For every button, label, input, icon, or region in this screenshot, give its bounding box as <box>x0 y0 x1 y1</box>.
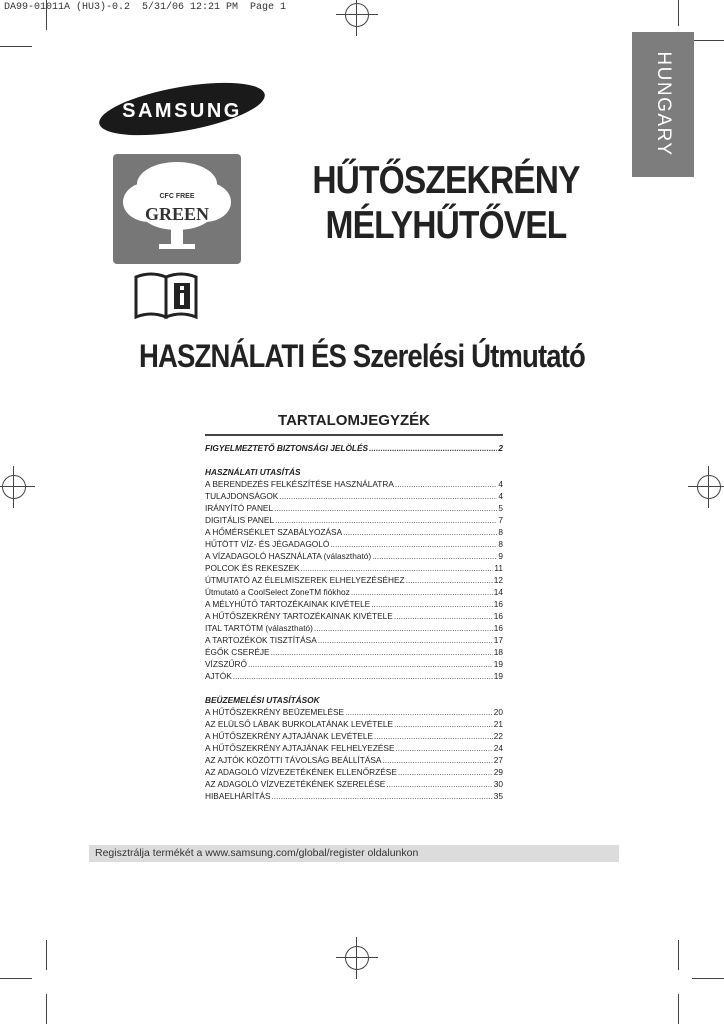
toc-entry-page: 5 <box>498 503 503 513</box>
country-tab-label: HUNGARY <box>653 51 674 157</box>
info-book-icon <box>134 269 200 321</box>
brand-wordmark: SAMSUNG <box>122 100 242 122</box>
toc-leader <box>301 562 494 574</box>
toc-leader <box>382 754 492 766</box>
toc-entry-page: 21 <box>493 719 503 729</box>
toc-leader <box>371 598 493 610</box>
toc-entry <box>205 790 503 802</box>
toc-entry <box>205 754 503 766</box>
crop-mark <box>678 940 679 970</box>
toc-entry-label: A HŰTŐSZEKRÉNY AJTAJÁNAK LEVÉTELE <box>205 731 373 741</box>
manual-subtitle: HASZNÁLATI ÉS Szerelési Útmutató <box>139 338 585 374</box>
toc-leader <box>396 742 493 754</box>
toc-entry-label: AZ AJTÓK KÖZÖTTI TÁVOLSÁG BEÁLLÍTÁSA <box>205 755 382 765</box>
toc-entry-label: A HŰTŐSZEKRÉNY BEÜZEMELÉSE <box>205 707 345 717</box>
toc-entry <box>205 598 503 610</box>
toc-entry-page: 27 <box>493 755 503 765</box>
toc-entry-label: AJTÓK <box>205 671 232 681</box>
toc-entry-label: AZ ADAGOLÓ VÍZVEZETÉKÉNEK ELLENŐRZÉSE <box>205 767 397 777</box>
product-title <box>290 158 602 248</box>
toc-leader <box>274 502 497 514</box>
toc-section-installation <box>205 706 503 802</box>
toc-entry-label: HŰTÖTT VÍZ- ÉS JÉGADAGOLÓ <box>205 539 330 549</box>
toc-entry <box>205 766 503 778</box>
toc-entry <box>205 586 503 598</box>
toc-entry-label: A HŰTŐSZEKRÉNY AJTAJÁNAK FELHELYEZÉSE <box>205 743 395 753</box>
toc-entry-page: 20 <box>493 707 503 717</box>
toc-leader <box>386 778 492 790</box>
toc-entry-label: VÍZSZŰRŐ <box>205 659 247 669</box>
toc-entry <box>205 706 503 718</box>
toc-entry <box>205 622 503 634</box>
toc-divider <box>205 434 503 436</box>
toc-entry-label: ITAL TARTÓTM (választható) <box>205 623 313 633</box>
toc-entry-label: ÚTMUTATÓ AZ ÉLELMISZEREK ELHELYEZÉSÉHEZ <box>205 575 405 585</box>
toc-entry-label: FIGYELMEZTETŐ BIZTONSÁGI JELÖLÉS <box>205 443 369 453</box>
toc-entry <box>205 742 503 754</box>
toc-entry-label: HIBAELHÁRÍTÁS <box>205 791 271 801</box>
toc-leader <box>314 622 493 634</box>
toc-entry <box>205 550 503 562</box>
toc-entry <box>205 514 503 526</box>
toc-leader <box>394 718 493 730</box>
toc-leader <box>406 574 493 586</box>
toc-entry-page: 4 <box>498 491 503 501</box>
toc-leader <box>233 670 493 682</box>
toc-leader <box>369 442 497 454</box>
toc-entry <box>205 562 503 574</box>
toc-entry-label: Útmutató a CoolSelect ZoneTM fiókhoz <box>205 587 350 597</box>
toc-entry-page: 35 <box>493 791 503 801</box>
toc-leader <box>271 646 493 658</box>
toc-entry <box>205 526 503 538</box>
toc-entry <box>205 538 503 550</box>
toc-entry-page: 9 <box>498 551 503 561</box>
crop-mark <box>678 0 679 26</box>
toc-entry <box>205 718 503 730</box>
toc-entry <box>205 478 503 490</box>
toc-entry <box>205 574 503 586</box>
crop-mark <box>46 940 47 970</box>
toc-entry-label: AZ ADAGOLÓ VÍZVEZETÉKÉNEK SZERELÉSE <box>205 779 386 789</box>
toc-entry <box>205 442 503 454</box>
toc-entry-page: 18 <box>493 647 503 657</box>
badge-cfc-free: CFC FREE <box>159 193 195 200</box>
toc-entry-label: TULAJDONSÁGOK <box>205 491 279 501</box>
toc-leader <box>271 790 492 802</box>
registration-banner <box>89 845 619 862</box>
crop-mark <box>0 978 32 979</box>
toc-leader <box>330 538 497 550</box>
crop-mark <box>46 994 47 1024</box>
toc-entry-label: A TARTOZÉKOK TISZTÍTÁSA <box>205 635 317 645</box>
toc-leader <box>275 514 497 526</box>
toc-section-heading: HASZNÁLATI UTASÍTÁS <box>205 467 301 477</box>
toc-leader <box>394 610 493 622</box>
toc-entry-label: A HŰTŐSZEKRÉNY TARTOZÉKAINAK KIVÉTELE <box>205 611 393 621</box>
toc-leader <box>351 586 493 598</box>
toc-entry-label: IRÁNYÍTÓ PANEL <box>205 503 274 513</box>
toc-entry-label: A HŐMÉRSÉKLET SZABÁLYOZÁSA <box>205 527 343 537</box>
print-slug: DA99-01011A (HU3)-0.2 5/31/06 12:21 PM Page 1 <box>4 2 287 13</box>
table-of-contents <box>205 437 503 802</box>
toc-entry-label: A MÉLYHŰTŐ TARTOZÉKAINAK KIVÉTELE <box>205 599 371 609</box>
toc-entry-page: 29 <box>493 767 503 777</box>
toc-leader <box>372 550 497 562</box>
toc-entry <box>205 658 503 670</box>
toc-entry <box>205 730 503 742</box>
toc-entry <box>205 778 503 790</box>
samsung-logo <box>97 80 267 138</box>
crop-mark <box>678 994 679 1024</box>
country-tab <box>632 32 694 177</box>
toc-entry-label: A BERENDEZÉS FELKÉSZÍTÉSE HASZNÁLATRA <box>205 479 394 489</box>
toc-entry-page: 7 <box>498 515 503 525</box>
toc-entry-page: 8 <box>498 539 503 549</box>
registration-mark-icon <box>2 475 26 499</box>
toc-entry-page: 30 <box>493 779 503 789</box>
toc-entry-page: 16 <box>493 599 503 609</box>
toc-entry-page: 16 <box>493 623 503 633</box>
toc-leader <box>279 490 497 502</box>
toc-leader <box>343 526 497 538</box>
toc-entry-page: 14 <box>493 587 503 597</box>
toc-entry-page: 17 <box>493 635 503 645</box>
registration-mark-icon <box>697 475 721 499</box>
toc-entry-page: 12 <box>493 575 503 585</box>
toc-entry-label: POLCOK ÉS REKESZEK <box>205 563 300 573</box>
toc-entry-label: ÉGŐK CSERÉJE <box>205 647 270 657</box>
toc-entry <box>205 670 503 682</box>
toc-leader <box>345 706 493 718</box>
registration-text: Regisztrálja termékét a www.samsung.com/global/register oldalunkon <box>95 847 419 859</box>
toc-leader <box>395 478 497 490</box>
toc-leader <box>248 658 493 670</box>
crop-mark <box>692 978 724 979</box>
toc-entry <box>205 502 503 514</box>
toc-leader <box>398 766 493 778</box>
toc-entry-label: A VÍZADAGOLÓ HASZNÁLATA (választható) <box>205 551 372 561</box>
toc-entry <box>205 490 503 502</box>
toc-heading: TARTALOMJEGYZÉK <box>278 412 430 429</box>
registration-mark-icon <box>345 946 369 970</box>
toc-entry-label: AZ ELÜLSŐ LÁBAK BURKOLATÁNAK LEVÉTELE <box>205 719 393 729</box>
badge-green: GREEN <box>144 204 210 224</box>
toc-section-heading: BEÜZEMELÉSI UTASÍTÁSOK <box>205 695 320 705</box>
toc-section-usage <box>205 478 503 682</box>
toc-leader <box>374 730 493 742</box>
toc-entry-page: 2 <box>498 443 503 453</box>
toc-entry-page: 22 <box>493 731 503 741</box>
title-line-2: MÉLYHŰTŐVEL <box>325 204 567 247</box>
registration-mark-icon <box>345 3 369 27</box>
toc-leader <box>318 634 493 646</box>
title-line-1: HŰTŐSZEKRÉNY <box>312 159 580 202</box>
toc-entry-page: 8 <box>498 527 503 537</box>
toc-entry-page: 19 <box>493 671 503 681</box>
toc-entry-page: 4 <box>498 479 503 489</box>
toc-entry-label: DIGITÁLIS PANEL <box>205 515 275 525</box>
toc-entry-page: 16 <box>493 611 503 621</box>
crop-mark <box>0 46 32 47</box>
toc-entry <box>205 610 503 622</box>
toc-entry <box>205 634 503 646</box>
toc-entry-page: 24 <box>493 743 503 753</box>
toc-entry-page: 19 <box>493 659 503 669</box>
cfc-free-green-badge <box>113 154 241 264</box>
toc-entry <box>205 646 503 658</box>
toc-entry-page: 11 <box>494 563 503 573</box>
